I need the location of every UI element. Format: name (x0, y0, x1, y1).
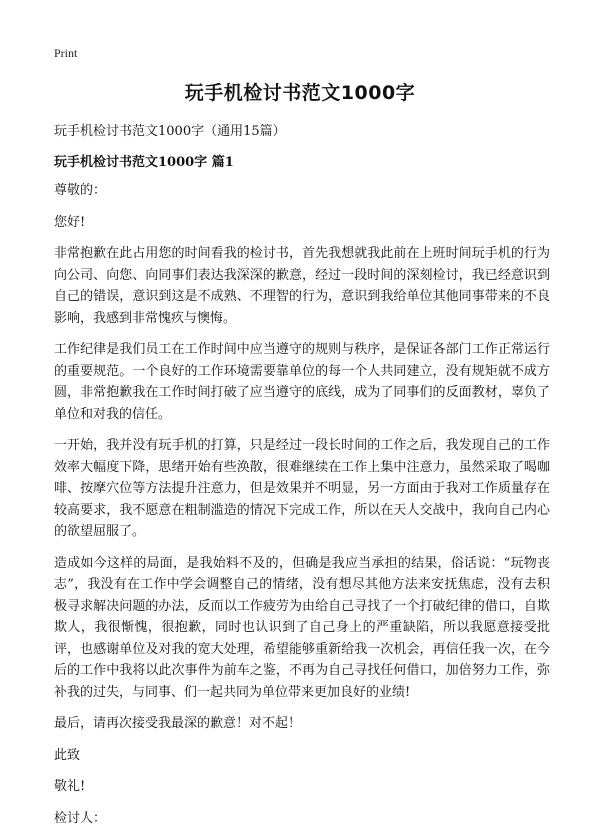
print-label[interactable]: Print (54, 46, 78, 60)
greeting: 您好! (54, 214, 86, 230)
salutation: 尊敬的： (54, 183, 107, 198)
paragraph-cause: 一开始，我并没有玩手机的打算，只是经过一段长时间的工作之后，我发现自己的工作效率大幅度下降，思绪开始有些涣散，很难继续在工作上集中注意力，虽然采取了喝咖啡、按摩穴位等方法提升注意力，但是效果并不明显，另一方面由于我对工作质量存在较高要求，我不愿意在粗制滥造的情况下完成工作，所以在天人交战中，我向自己内心的欲望屈服了。 (54, 438, 550, 539)
paragraph-apology: 非常抱歉在此占用您的时间看我的检讨书，首先我想就我此前在上班时间玩手机的行为向公司、向您、向同事们表达我深深的歉意，经过一段时间的深刻检讨，我已经意识到自己的错误，意识到这是不成熟、不理智的行为，意识到我给单位其他同事带来的不良影响，我感到非常愧疚与懊悔。 (54, 246, 550, 326)
signer-label: 检讨人： (54, 810, 107, 826)
section-heading: 玩手机检讨书范文1000字 篇1 (54, 155, 234, 170)
paragraph-reflection: 造成如今这样的局面，是我始料不及的，但确是我应当承担的结果，俗话说：“玩物丧志”，我没有在工作中学会调整自己的情绪，没有想尽其他方法来安抚焦虑，没有去积极寻求解决问题的办法，反而以工作疲劳为由给自己寻找了一个打破纪律的借口，自欺欺人，我很惭愧，很抱歉，同时也认识到了自己身上的严重缺陷，所以我愿意接受批评，也感谢单位及对我的宽大处理，希望能够重新给我一次机会，再信任我一次，在今后的工作中我将以此次事件为前车之鉴，不再为自己寻找任何借口，加倍努力工作，弥补我的过失，与同事、们一起共同为单位带来更加良好的业绩! (54, 555, 550, 700)
page-title: 玩手机检讨书范文1000字 (184, 82, 416, 104)
closing-line: 最后，请再次接受我最深的歉意！对不起！ (54, 716, 302, 731)
jing-li: 敬礼! (54, 779, 86, 794)
ci-zhi: 此致 (54, 747, 81, 763)
paragraph-discipline: 工作纪律是我们员工在工作时间中应当遵守的规则与秩序，是保证各部门工作正常运行的重要规范。一个良好的工作环境需要靠单位的每一个人共同建立，没有规矩就不成方圆，非常抱歉我在工作时间打破了应当遵守的底线，成为了同事们的反面教材，辜负了单位和对我的信任。 (54, 342, 550, 422)
letter-body (54, 180, 550, 839)
document-subtitle: 玩手机检讨书范文1000字（通用15篇） (54, 124, 286, 139)
